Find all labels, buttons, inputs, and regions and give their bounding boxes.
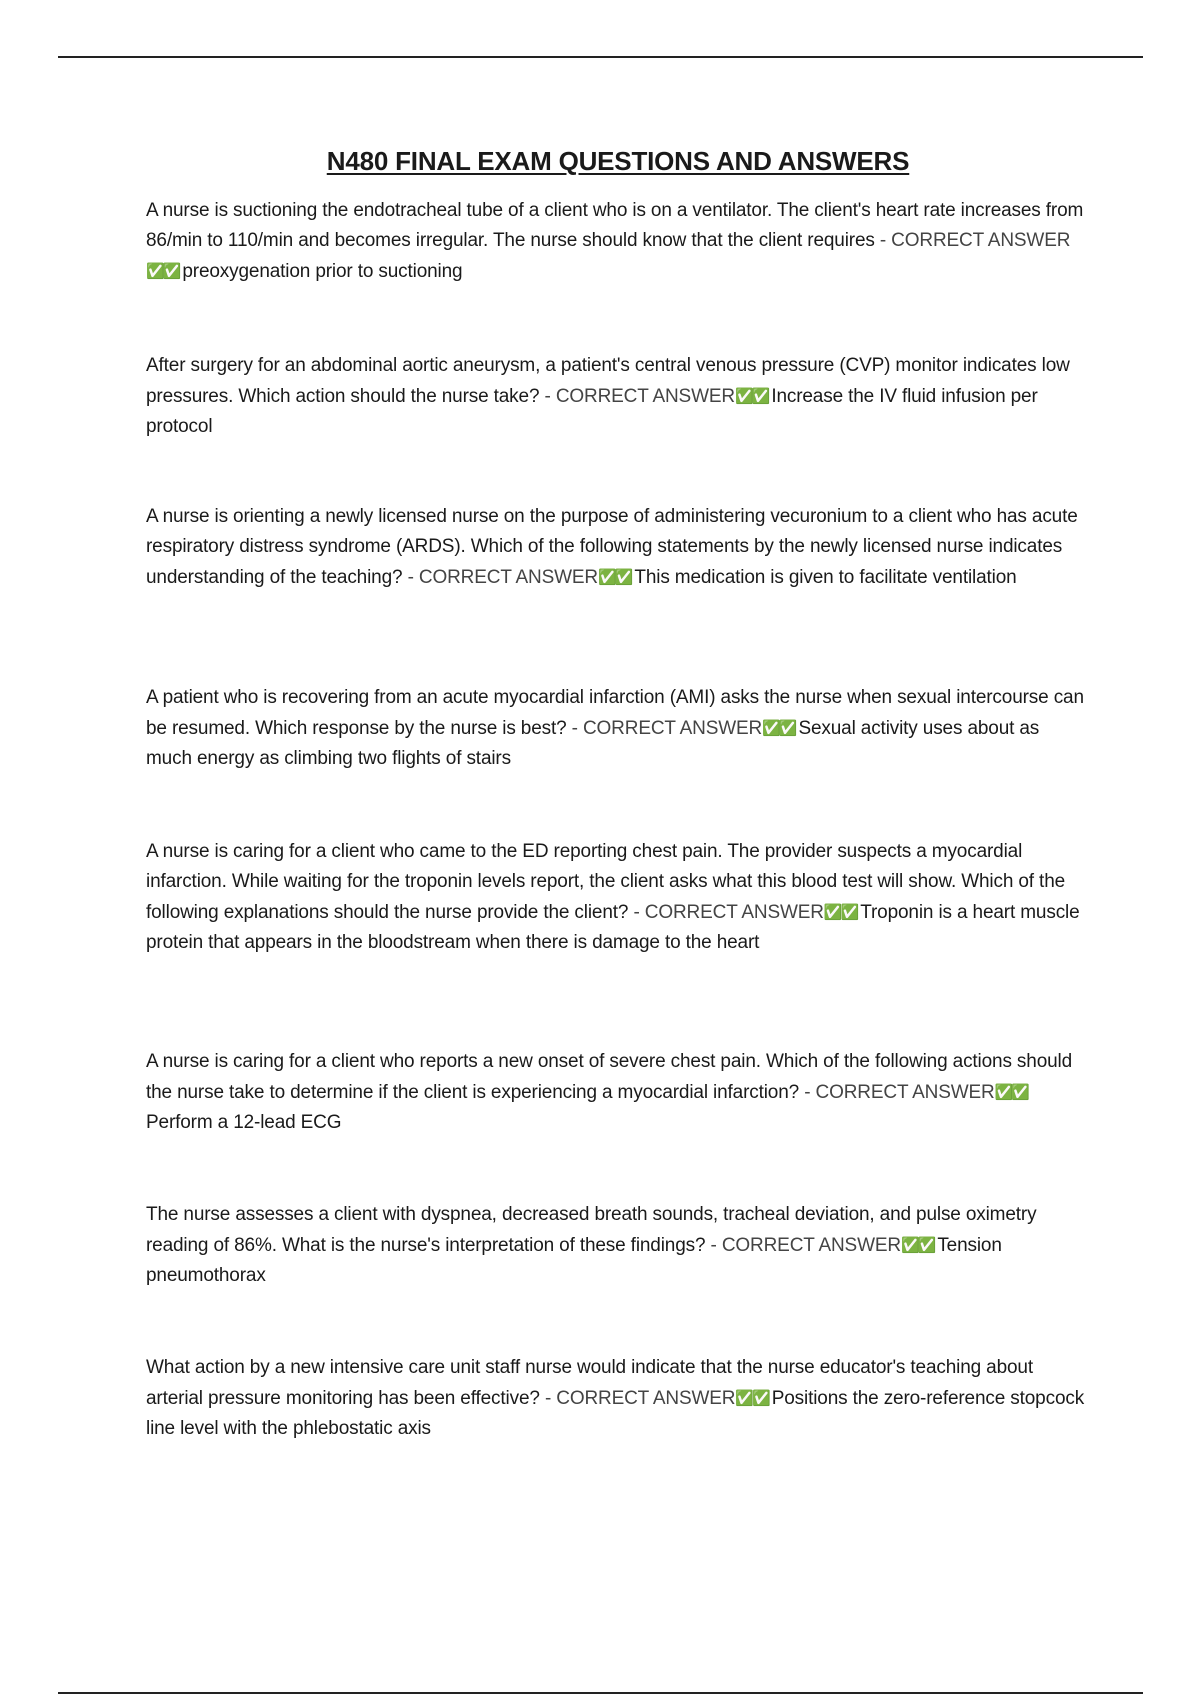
answer-marker: - CORRECT ANSWER <box>571 718 763 739</box>
question-text: A patient who is recovering from an acute myocardial infarction (AMI) asks the nurse when sexual intercourse can be resumed. Which response by the nurse is best? <box>146 687 1084 739</box>
answer-text: Positions the zero-reference stopcock line level with the phlebostatic axis <box>146 1388 1085 1439</box>
question-text: A nurse is orienting a newly licensed nurse on the purpose of administering vecuronium to a client who has acute respiratory distress syndrome (ARDS). Which of the following statements by the newly licensed nurse indicates understanding of the teaching? <box>146 506 1078 588</box>
question-text: A nurse is caring for a client who came to the ED reporting chest pain. The provider suspects a myocardial infarction. While waiting for the troponin levels report, the client asks what this blood test will show. Which of the following explanations should the nurse provide the client? <box>146 841 1066 923</box>
qa-item <box>146 351 1086 442</box>
answer-text: Perform a 12-lead ECG <box>146 1112 342 1133</box>
answer-marker: - CORRECT ANSWER <box>879 230 1071 251</box>
document-title: N480 FINAL EXAM QUESTIONS AND ANSWERS <box>326 146 910 176</box>
answer-text: Tension pneumothorax <box>146 1235 1002 1286</box>
bottom-rule <box>58 1692 1143 1694</box>
double-check-icon: ✅✅ <box>994 1083 1028 1101</box>
top-rule <box>58 56 1143 58</box>
question-text: A nurse is caring for a client who reports a new onset of severe chest pain. Which of the following actions should the nurse take to determine if the client is experiencing a myocardial infarction? <box>146 1051 1073 1103</box>
answer-text: Increase the IV fluid infusion per protocol <box>146 386 1038 437</box>
answer-text: preoxygenation prior to suctioning <box>182 261 463 282</box>
answer-marker: - CORRECT ANSWER <box>544 1388 736 1409</box>
double-check-icon: ✅✅ <box>823 903 858 921</box>
answer-text: This medication is given to facilitate ventilation <box>634 567 1017 588</box>
qa-item <box>146 502 1086 593</box>
double-check-icon: ✅✅ <box>762 719 796 737</box>
qa-item <box>146 1047 1086 1138</box>
answer-text: Troponin is a heart muscle protein that appears in the bloodstream when there is damage to the heart <box>146 902 1080 953</box>
qa-item <box>146 837 1086 958</box>
double-check-icon: ✅✅ <box>598 568 632 586</box>
question-text: The nurse assesses a client with dyspnea, decreased breath sounds, tracheal deviation, and pulse oximetry reading of 86%. What is the nurse's interpretation of these findings? <box>146 1204 1037 1256</box>
qa-item <box>146 196 1086 287</box>
double-check-icon: ✅✅ <box>734 387 769 405</box>
answer-text: Sexual activity uses about as much energy as climbing two flights of stairs <box>146 718 1040 769</box>
double-check-icon: ✅✅ <box>146 262 180 280</box>
question-text: A nurse is suctioning the endotracheal tube of a client who is on a ventilator. The client's heart rate increases from 86/min to 110/min and becomes irregular. The nurse should know that the client requires <box>146 200 1084 251</box>
question-text: What action by a new intensive care unit staff nurse would indicate that the nurse educator's teaching about arterial pressure monitoring has been effective? <box>146 1357 1033 1409</box>
question-text: After surgery for an abdominal aortic aneurysm, a patient's central venous pressure (CVP) monitor indicates low pressures. Which action should the nurse take? <box>146 355 1070 407</box>
answer-marker: - CORRECT ANSWER <box>544 386 735 407</box>
qa-item <box>146 1200 1086 1291</box>
answer-marker: - CORRECT ANSWER <box>804 1082 995 1103</box>
double-check-icon: ✅✅ <box>735 1389 769 1407</box>
answer-marker: - CORRECT ANSWER <box>710 1235 901 1256</box>
qa-item <box>146 683 1086 774</box>
double-check-icon: ✅✅ <box>900 1236 935 1254</box>
answer-marker: - CORRECT ANSWER <box>633 902 824 923</box>
answer-marker: - CORRECT ANSWER <box>407 567 599 588</box>
qa-item <box>146 1353 1086 1444</box>
